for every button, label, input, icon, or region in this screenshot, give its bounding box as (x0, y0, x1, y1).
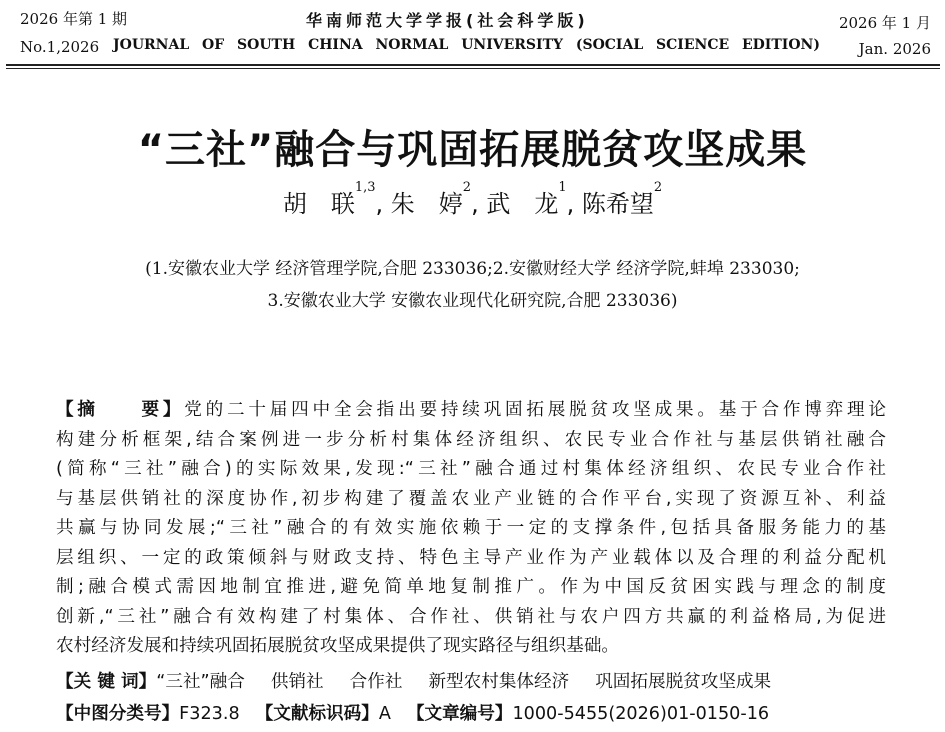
author-affil-mark: 1 (558, 180, 567, 195)
author-name: 朱 婷 (390, 190, 463, 218)
abstract-line: 制;融合模式需因地制宜推进,避免简单地复制推广。作为中国反贫困实践与理念的制度 (56, 577, 886, 597)
journal-word: SOUTH (237, 37, 296, 53)
doc-code-label: 【文献标识码】 (255, 704, 379, 724)
journal-word: EDITION) (742, 37, 820, 53)
abstract-line: 与基层供销社的深度协作,初步构建了覆盖农业产业链的合作平台,实现了资源互补、利益 (56, 488, 886, 509)
header-rule-thick (6, 64, 940, 66)
article-title: “三社”融合与巩固拓展脱贫攻坚成果 (137, 127, 808, 173)
abstract-line: 构建分析框架,结合案例进一步分析村集体经济组织、农民专业合作社与基层供销社融合 (56, 429, 886, 450)
abstract-line: 创新,“三社”融合有效构建了村集体、合作社、供销社与农户四方共赢的利益格局,为促进 (56, 606, 886, 627)
author-affil-mark: 1,3 (354, 180, 376, 195)
keywords-label: 【关 键 词】 (56, 672, 157, 692)
affiliation-line: (1.安徽农业大学 经济管理学院,合肥 233036;2.安徽财经大学 经济学院,蚌埠 233030; (145, 259, 800, 279)
issue-cn: 2026 年第 1 期 (20, 10, 128, 28)
keyword: 巩固拓展脱贫攻坚成果 (595, 672, 772, 692)
abstract-line: 层组织、一定的政策倾斜与财政支持、特色主导产业作为产业载体以及合理的利益分配机 (56, 547, 886, 568)
doc-code-value: A (378, 704, 391, 724)
abstract-line: 农村经济发展和持续巩固拓展脱贫攻坚成果提供了现实路径与组织基础。 (56, 636, 620, 656)
article-number-label: 【文章编号】 (406, 704, 513, 724)
date-en: Jan. 2026 (858, 40, 931, 58)
journal-name-en (113, 37, 820, 53)
journal-word: JOURNAL (113, 37, 190, 53)
keyword: 合作社 (349, 672, 403, 692)
abstract-line: (简称“三社”融合)的实际效果,发现:“三社”融合通过村集体经济组织、农民专业合作社 (56, 459, 886, 479)
clc-value: F323.8 (179, 704, 240, 724)
author-name: 胡 联 (282, 190, 355, 218)
journal-word: (SOCIAL (575, 37, 644, 53)
journal-word: SCIENCE (656, 37, 730, 53)
classification-line (56, 700, 769, 725)
affiliation-line: 3.安徽农业大学 安徽农业现代化研究院,合肥 233036) (267, 291, 678, 311)
journal-word: CHINA (308, 37, 363, 53)
header-rule-thin (6, 68, 940, 69)
keyword: 新型农村集体经济 (428, 672, 570, 692)
author-affil-mark: 2 (653, 180, 663, 195)
journal-name-cn: 华南师范大学学报(社会科学版) (306, 11, 589, 30)
author-name: 陈希望 (581, 190, 654, 218)
author-name: 武 龙 (486, 190, 559, 218)
journal-word: OF (202, 37, 225, 53)
keyword: 供销社 (270, 672, 324, 692)
author-affil-mark: 2 (462, 180, 472, 195)
abstract-line: 【摘 要】党的二十届四中全会指出要持续巩固拓展脱贫攻坚成果。基于合作博弈理论 (56, 400, 886, 420)
journal-word: UNIVERSITY (461, 37, 563, 53)
journal-word: NORMAL (375, 37, 449, 53)
article-number-value: 1000-5455(2026)01-0150-16 (512, 704, 770, 724)
clc-label: 【中图分类号】 (56, 704, 180, 724)
issue-en: No.1,2026 (20, 38, 100, 56)
keywords-line (56, 668, 797, 693)
abstract-line: 共赢与协同发展;“三社”融合的有效实施依赖于一定的支撑条件,包括具备服务能力的基 (56, 518, 886, 538)
abstract-label: 【摘 要】 (56, 400, 185, 420)
keyword: “三社”融合 (156, 672, 245, 692)
date-cn: 2026 年 1 月 (838, 14, 931, 32)
author-list: 胡 联$^{1,3}$, 朱 婷$^2$, 武 龙$^1$, 陈希望$^2$ (282, 180, 663, 218)
